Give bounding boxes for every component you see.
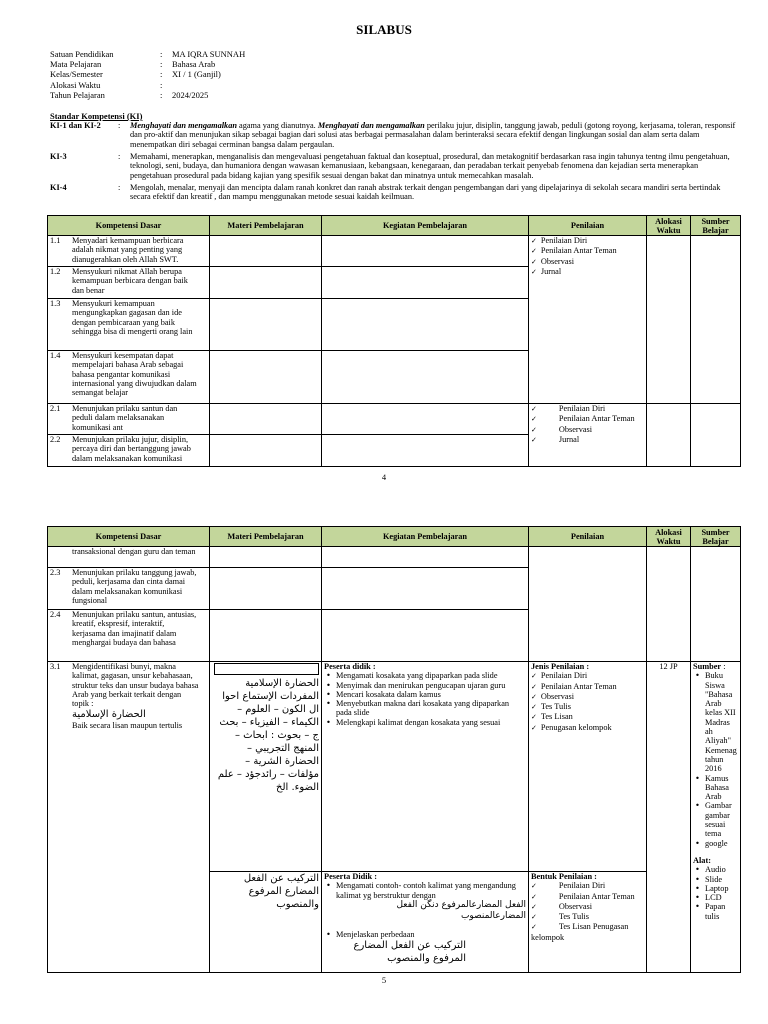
syllabus-table-page-4 <box>47 215 741 467</box>
kd-3-1: 3.1 Mengidentifikasi bunyi, makna kalimat, gagasan, unsur kebahasaan, struktur teks dan unsur budaya bahasa Arab yang berkait terkait dengan topik : الحضارة الإسلامية Baik secara lisan maupun tertulis <box>48 662 210 973</box>
table-row: 2.2 Menunjukan prilaku jujur, disiplin, percaya diri dan bertanggung jawab dalam melaksanakan komunikasi <box>48 435 210 467</box>
header-penilaian: Penilaian <box>529 527 647 547</box>
header-materi: Materi Pembelajaran <box>210 216 322 236</box>
header-kompetensi-dasar: Kompetensi Dasar <box>48 527 210 547</box>
header-alokasi: Alokasi Waktu <box>647 527 691 547</box>
table-row: 1.4 Mensyukuri kesempatan dapat mempelajari bahasa Arab sebagai bahasa pengantar komunikasi internasional yang diwujudkan dalam semangat belajar <box>48 351 210 404</box>
header-penilaian: Penilaian <box>529 216 647 236</box>
table-row: 1.2 Mensyukuri nikmat Allah berupa kemampuan berbicara dengan baik dan benar <box>48 267 210 299</box>
kegiatan-cell-1: Peserta didik : • Mengamati kosakata yang dipaparkan pada slide • Menyimak dan menirukan pengucapan ujaran guru • Mencari kosakata dalam kamus • Menyebutkan makna dari kosakata yang dipaparkan pada slide • Melengkapi kalimat dengan kosakata yang sesuai <box>322 662 529 872</box>
table-row: 2.3 Menunjukan prilaku tanggung jawab, peduli, kerjasama dan cinta damai dalam melaksanakan komunikasi fungsional <box>48 568 210 610</box>
identity-row: Satuan Pendidikan : MA IQRA SUNNAH <box>50 49 246 59</box>
table-row: transaksional dengan guru dan teman <box>48 547 210 568</box>
sumber-cell: Sumber : • Buku Siswa "Bahasa Arab kelas XII Madras ah Aliyah" Kemenag tahun 2016 • Kamus Bahasa Arab • Gambar gambar sesuai tema • google Alat: • Audio • Slide • Laptop • LCD • Papan tulis <box>691 662 741 973</box>
page-number: 5 <box>381 975 387 985</box>
header-sumber: Sumber Belajar <box>691 527 741 547</box>
table-row: 2.4 Menunjukan prilaku santun, antusias, kreatif, ekspresif, interaktif, kerjasama dan imajinatif dalam menghargai budaya dan bahasa <box>48 610 210 662</box>
header-sumber: Sumber Belajar <box>691 216 741 236</box>
header-materi: Materi Pembelajaran <box>210 527 322 547</box>
identity-row: Mata Pelajaran : Bahasa Arab <box>50 59 216 70</box>
header-kompetensi-dasar: Kompetensi Dasar <box>48 216 210 236</box>
ki-4: KI-4 : Mengolah, menalar, menyaji dan mencipta dalam ranah konkret dan ranah abstrak terkait dengan pengembangan dari yang dipelajarinya di sekolah secara mandiri serta bertindak secara efektif dan kreatif , dan mampu menggunakan metode sesuai kaidah keilmuan. <box>50 183 721 202</box>
header-alokasi: Alokasi Waktu <box>647 216 691 236</box>
ki-3: KI-3 : Memahami, menerapkan, menganalisis dan mengevaluasi pengetahuan faktual dan koseptual, prosedural, dan metakognitif berdasarkan rasa ingin tahunya tentng ilmu pengetahuan, teknologi, seni, budaya, dan humaniora dengan wawasan kemanusiaan, kebangsaan, kenegaraan, dan peradaban terkait penyebab fenomena dan kejadian serta menerapkan pengetahuan prosedural pada bidang kajian yang spesifik sesuai dengan bakat dan minatnya untuk memecahkan masalah. <box>50 152 730 180</box>
kegiatan-cell-2: Peserta Didik : • Mengamati contoh- contoh kalimat yang mengandung kalimat yg berstruktur dengan الفعل المضارعالمرفوع دنگن الفعل المضارعالمنصوب • Menjelaskan perbedaan التركيب عن الفعل المضارع المرفوع والمنصوب <box>322 872 529 973</box>
identity-block <box>50 49 245 100</box>
topic-arabic: الحضارة الإسلامية <box>72 709 146 721</box>
header-kegiatan: Kegiatan Pembelajaran <box>322 527 529 547</box>
identity-row: Tahun Pelajaran : 2024/2025 <box>50 89 209 100</box>
table-row: 2.1 Menunjukan prilaku santun dan peduli dalam melaksanakan komunikasi ant <box>48 404 210 435</box>
penilaian-cell-1: Jenis Penilaian : ✓ Penilaian Diri ✓ Penilaian Antar Teman ✓ Observasi ✓ Tes Tulis ✓ Tes Lisan ✓ Penugasan kelompok <box>529 662 647 872</box>
syllabus-table-page-5 <box>47 526 741 973</box>
table-row: 1.1 Menyadari kemampuan berbicara adalah nikmat yang penting yang dianugerahkan oleh Allah SWT. <box>48 236 210 267</box>
page-number: 4 <box>381 472 387 482</box>
table-row: 1.3 Mensyukuri kemampuan mengungkapkan gagasan dan ide dengan pembicaraan yang baik sehingga bisa di mengerti orang lain <box>48 299 210 351</box>
identity-row: Alokasi Waktu : <box>50 79 163 90</box>
ki-1-2: KI-1 dan KI-2 : Menghayati dan mengamalkan agama yang dianutnya. Menghayati dan mengamalkan perilaku jujur, disiplin, tanggung jawab, peduli (gotong royong, kerjasama, toleran, responsif dan pro-aktif dan menunjukan sikap sebagai bagian dari solusi atas berbagai permasalahan dalam berinteraksi secara efektif dengan lingkungan sosial dan alam serta dalam menempatkan diri sebagai cerminan bangsa dalam pergaulan. <box>50 121 736 149</box>
materi-box <box>214 663 319 675</box>
penilaian-cell-2: Bentuk Penilaian : ✓ Penilaian Diri ✓ Penilaian Antar Teman ✓ Observasi ✓ Tes Tulis ✓ Tes Lisan Penugasan kelompok <box>529 872 647 973</box>
materi-cell-2: التركيب عن الفعل المضارع المرفوع والمنصوب <box>210 872 322 973</box>
materi-cell-1: الحضارة الإسلامية المفردات الإستماع احوا ال الكون – العلوم – الكيماء – الفيزياء – بحث ج – بحوث : ابحاث – المنهج التجريبي – الحضارة الشرية – مؤلفات – رائدجؤد – علم الضوء. الخ <box>210 662 322 872</box>
document-title: SILABUS <box>356 22 412 37</box>
penilaian-ki1: ✓ Penilaian Diri ✓ Penilaian Antar Teman ✓ Observasi ✓ Jurnal <box>529 236 647 404</box>
ki-heading: Standar Kompetensi (KI) <box>50 111 143 121</box>
penilaian-ki2: ✓ Penilaian Diri ✓ Penilaian Antar Teman ✓ Observasi ✓ Jurnal <box>529 404 647 467</box>
header-kegiatan: Kegiatan Pembelajaran <box>322 216 529 236</box>
alokasi-cell: 12 JP <box>647 662 691 973</box>
identity-row: Kelas/Semester : XI / 1 (Ganjil) <box>50 69 221 80</box>
